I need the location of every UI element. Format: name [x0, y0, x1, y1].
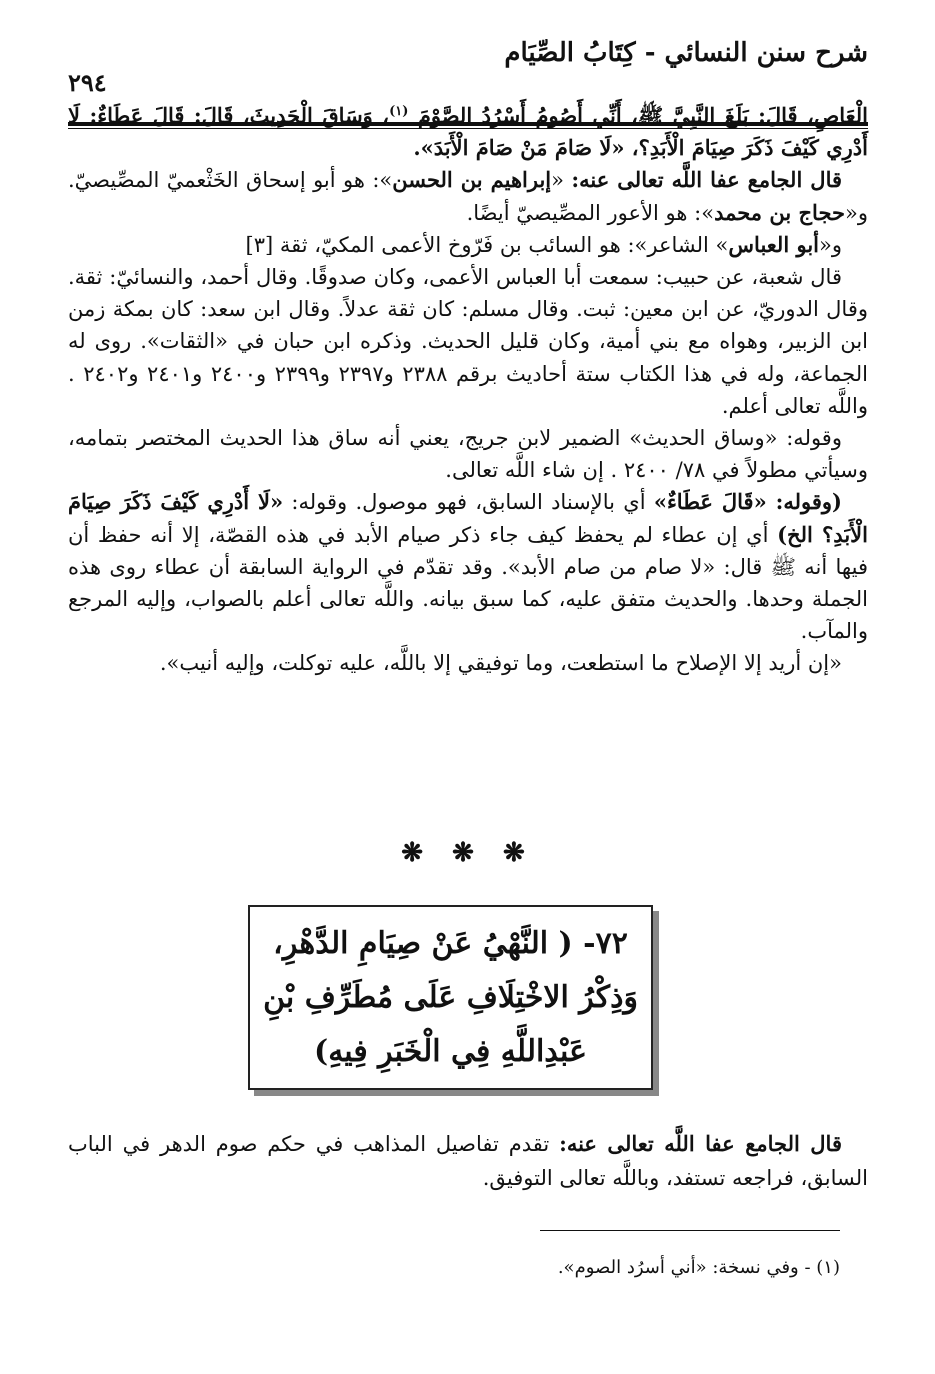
- section-separator: ❋ ❋ ❋: [401, 838, 535, 868]
- footnote-rule: [540, 1230, 840, 1231]
- footnote: (١) - وفي نسخة: «أني أسرُد الصوم».: [557, 1257, 840, 1278]
- running-title: شرح سنن النسائي - كِتَابُ الصِّيَام: [504, 38, 868, 68]
- page-number: ٢٩٤: [68, 68, 107, 97]
- footnote-marker: (١): [389, 104, 409, 119]
- explanation-paragraph-2: (وقوله: «قَالَ عَطَاءٌ» أي بالإسناد السابق، فهو موصول. وقوله: «لَا أَدْرِي كَيْفَ ذَكَرَ صِيَامَ الْأَبَدِ؟ الخ) أي إن عطاء لم يحفظ كيف جاء ذكر صيام الأبد في هذه القصّة، إلا أنه حفظ أن فيها أنه ﷺ قال: «لا صام من صام الأبد». وقد تقدّم في الرواية السابقة أن عطاء روى هذه الجملة وحدها. والحديث متفق عليه، كما سبق بيانه. واللَّه تعالى أعلم بالصواب، وإليه المرجع والمآب.: [68, 489, 868, 644]
- closing-quote: «إن أريد إلا الإصلاح ما استطعت، وما توفيقي إلا باللَّه، عليه توكلت، وإليه أنيب».: [159, 651, 842, 676]
- chapter-commentary: [68, 1127, 868, 1195]
- chapter-commentary-paragraph: قال الجامع عفا اللَّه تعالى عنه: تقدم تفاصيل المذاهب في حكم صوم الدهر في الباب السابق، فراجعه تستفد، وباللَّه تعالى التوفيق.: [68, 1131, 868, 1190]
- page-header: [68, 38, 868, 97]
- main-text: [68, 100, 868, 680]
- chapter-heading-line-3: عَبْدِاللَّهِ فِي الْخَبَرِ فِيهِ): [314, 1033, 587, 1069]
- narrator-paragraph: و«أبو العباس» الشاعر»: هو السائب بن فَرّوخ الأعمى المكيّ، ثقة [٣]: [245, 231, 842, 257]
- chapter-heading-line-2: وَذِكْرُ الاخْتِلَافِ عَلَى مُطَرِّفِ بْنِ: [263, 979, 638, 1015]
- commentary-paragraph: قال الجامع عفا اللَّه تعالى عنه: «إبراهيم بن الحسن»: هو أبو إسحاق الخَثْعميّ المصِّيصيّ. و«حجاج بن محمد»: هو الأعور المصِّيصيّ أيضًا.: [68, 167, 868, 225]
- narrator-details-paragraph: قال شعبة، عن حبيب: سمعت أبا العباس الأعمى، وكان صدوقًا. وقال أحمد، والنسائيّ: ثقة. وقال الدوريّ، عن ابن معين: ثبت. وقال مسلم: كان ثقة عدلاً. وقال ابن سعد: كان بمكة زمن ابن الزبير، وهواه مع بني أمية، وكان قليل الحديث. وذكره ابن حبان في «الثقات». روى له الجماعة، وله في هذا الكتاب ستة أحاديث برقم ٢٣٨٨ و٢٣٩٧ و٢٣٩٩ و٢٤٠٠ و٢٤٠١ و٢٤٠٢ . واللَّه تعالى أعلم.: [68, 265, 868, 418]
- explanation-paragraph: وقوله: «وساق الحديث» الضمير لابن جريج، يعني أنه ساق هذا الحديث المختصر بتمامه، وسيأتي مطولاً في ٧٨/ ٢٤٠٠ . إن شاء اللَّه تعالى.: [68, 426, 868, 483]
- hadith-text: الْعَاصِ، قَالَ: بَلَغَ النَّبِيَّ ﷺ، أَنِّي أَصُومُ أَسْرُدُ الصَّوْمَ $^{(١)}$، وَسَاقَ الْحَدِيثَ، قَالَ: قَالَ عَطَاءٌ: لَا أَدْرِي كَيْفَ ذَكَرَ صِيَامَ الْأَبَدِ؟، «لَا صَامَ مَنْ صَامَ الْأَبَدَ».: [68, 103, 868, 161]
- chapter-heading-box: [248, 905, 653, 1090]
- chapter-heading-line-1: ٧٢- ( النَّهْيُ عَنْ صِيَامِ الدَّهْرِ،: [273, 925, 628, 961]
